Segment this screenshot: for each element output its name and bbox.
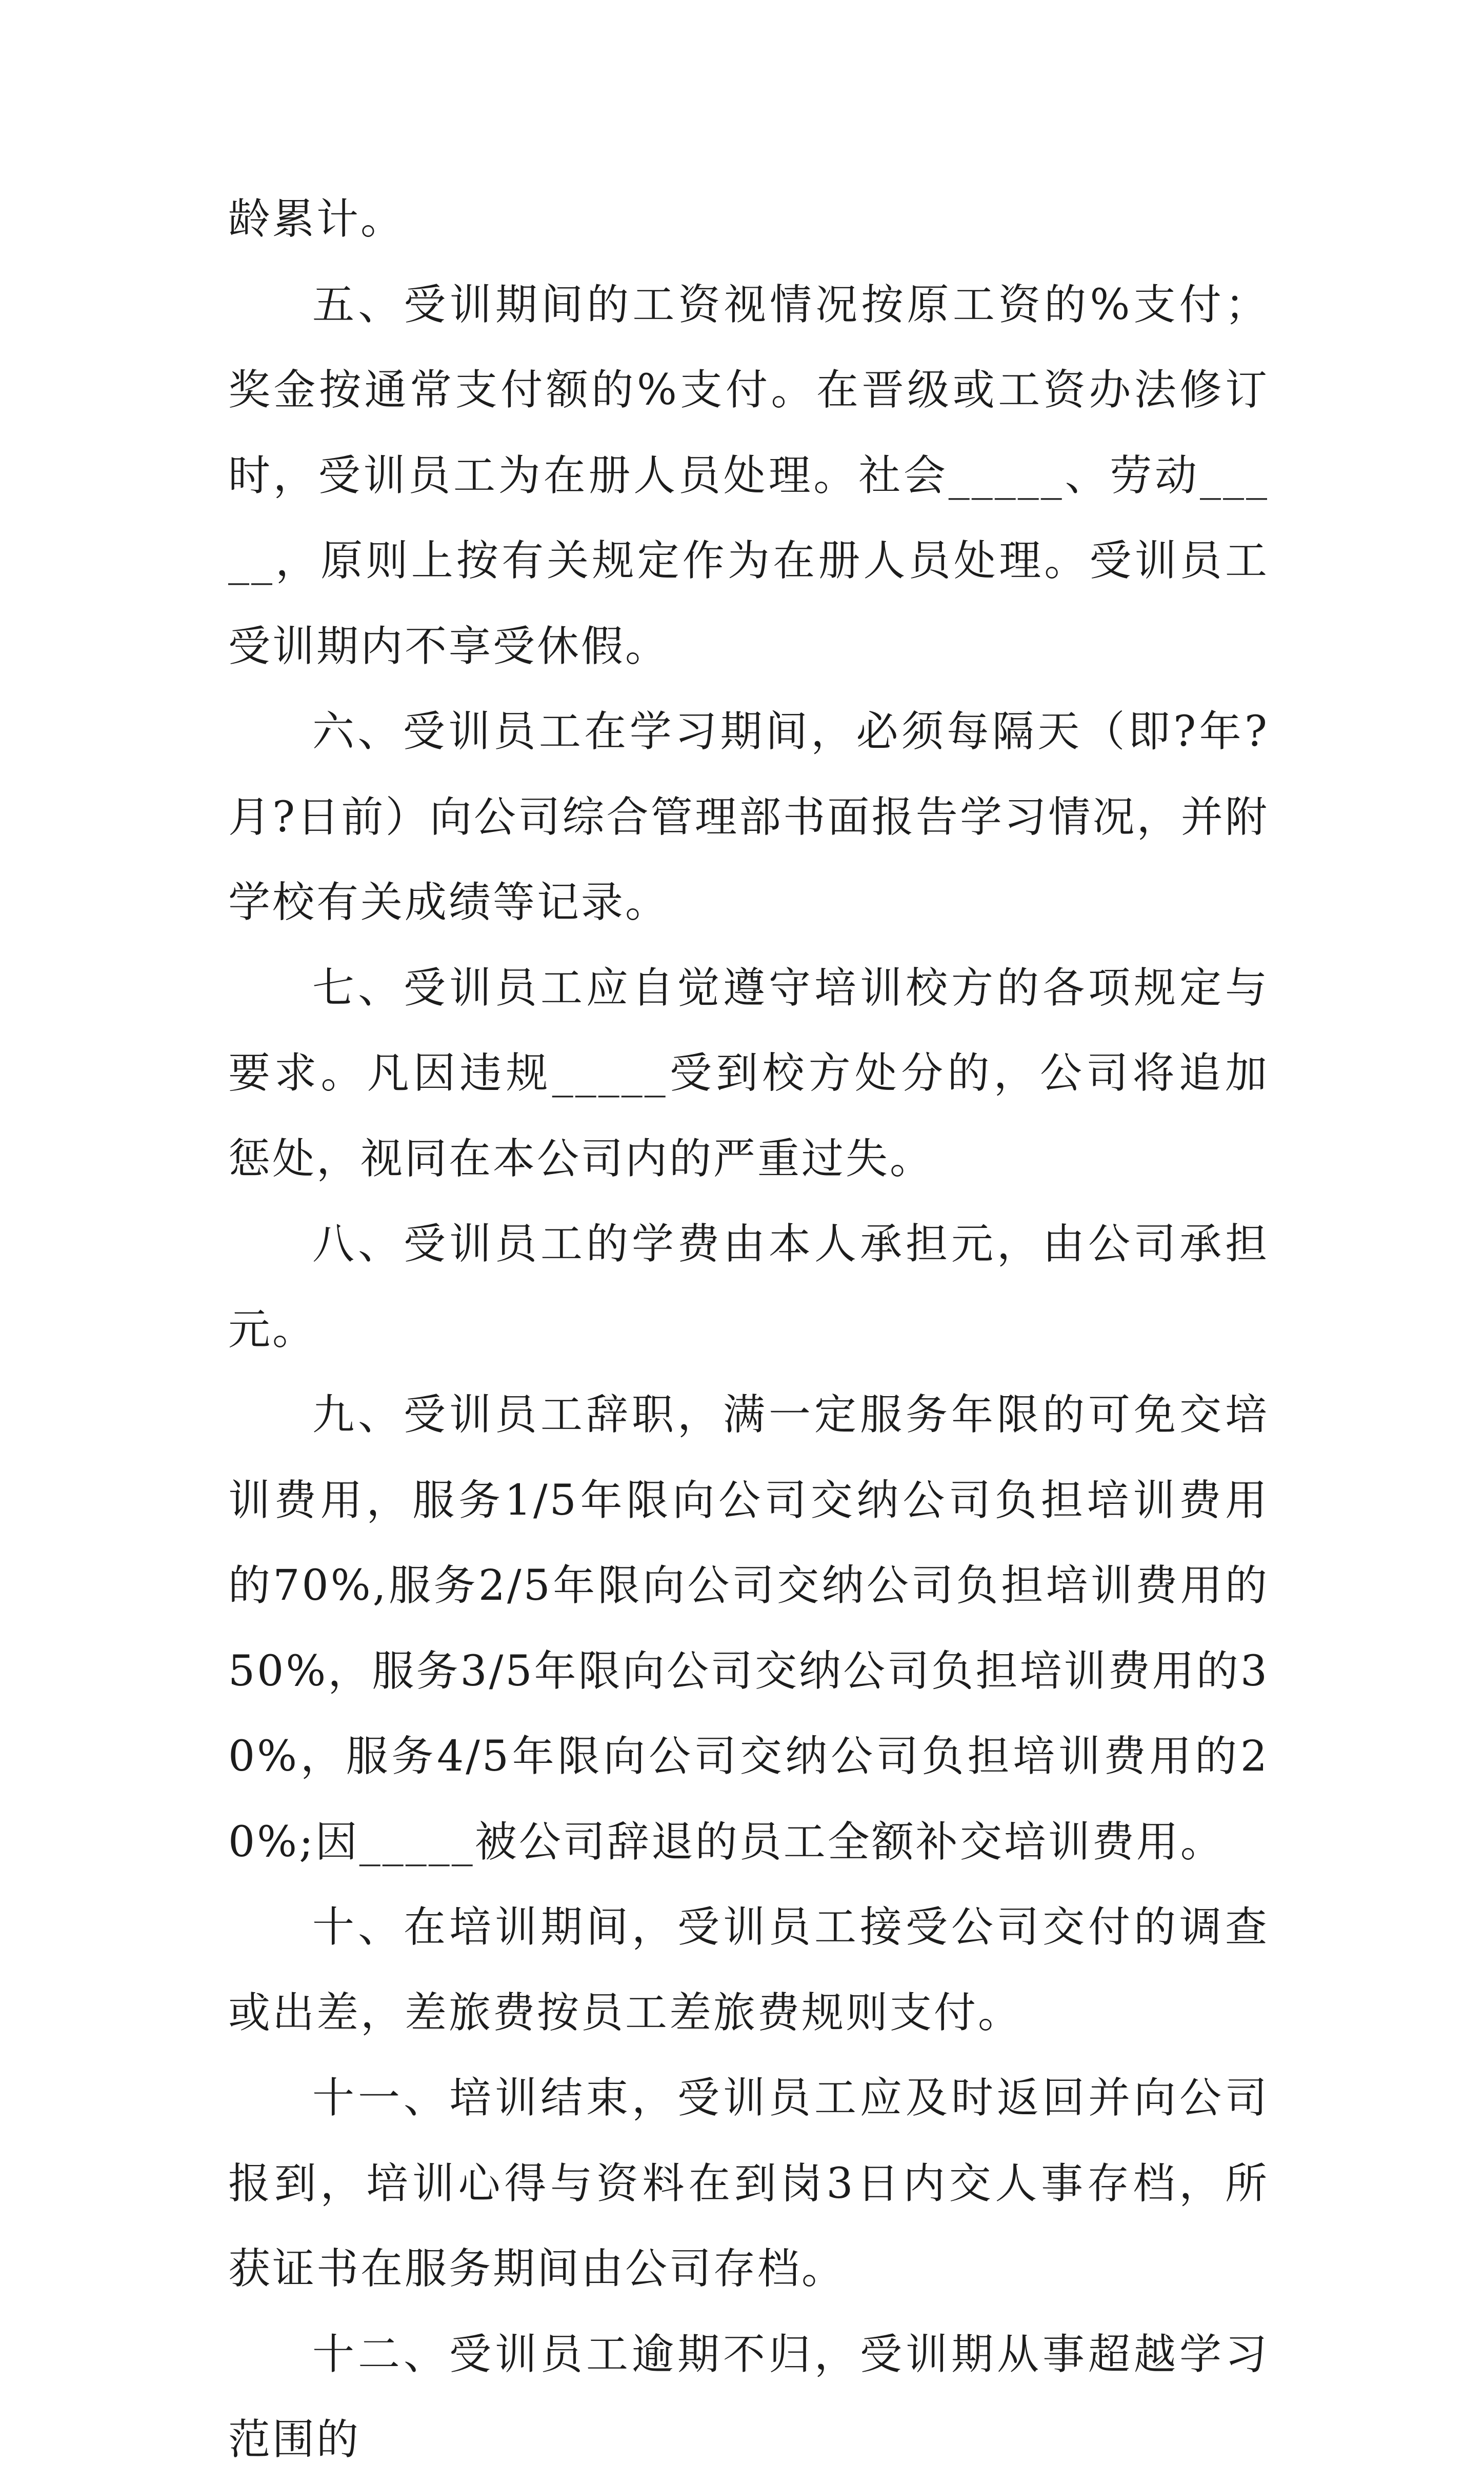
paragraph-clause-5: 五、受训期间的工资视情况按原工资的%支付；奖金按通常支付额的%支付。在晋级或工资办法修订时，受训员工为在册人员处理。社会_____、劳动_____，原则上按有关规定作为在册人员处理。受训员工受训期内不享受休假。 [228, 280, 1269, 671]
paragraph-clause-11: 十一、培训结束，受训员工应及时返回并向公司报到，培训心得与资料在到岗3日内交人事存档，所获证书在服务期间由公司存档。 [228, 2074, 1269, 2293]
paragraph-clause-9: 九、受训员工辞职，满一定服务年限的可免交培训费用，服务1/5年限向公司交纳公司负担培训费用的70%,服务2/5年限向公司交纳公司负担培训费用的50%，服务3/5年限向公司交纳公司负担培训费用的30%，服务4/5年限向公司交纳公司负担培训费用的20%;因_____被公司辞退的员工全额补交培训费用。 [228, 1391, 1269, 1866]
paragraph-clause-8: 八、受训员工的学费由本人承担元，由公司承担元。 [228, 1220, 1269, 1354]
paragraph-clause-12: 十二、受训员工逾期不归，受训期从事超越学习范围的 [228, 2330, 1269, 2464]
document-body [228, 177, 1269, 2483]
paragraph-clause-6: 六、受训员工在学习期间，必须每隔天（即?年?月?日前）向公司综合管理部书面报告学习情况，并附学校有关成绩等记录。 [228, 707, 1269, 927]
paragraph-clause-10: 十、在培训期间，受训员工接受公司交付的调查或出差，差旅费按员工差旅费规则支付。 [228, 1903, 1269, 2037]
paragraph-continuation: 龄累计。 [228, 195, 405, 244]
paragraph-clause-7: 七、受训员工应自觉遵守培训校方的各项规定与要求。凡因违规_____受到校方处分的，公司将追加惩处，视同在本公司内的严重过失。 [228, 963, 1269, 1183]
